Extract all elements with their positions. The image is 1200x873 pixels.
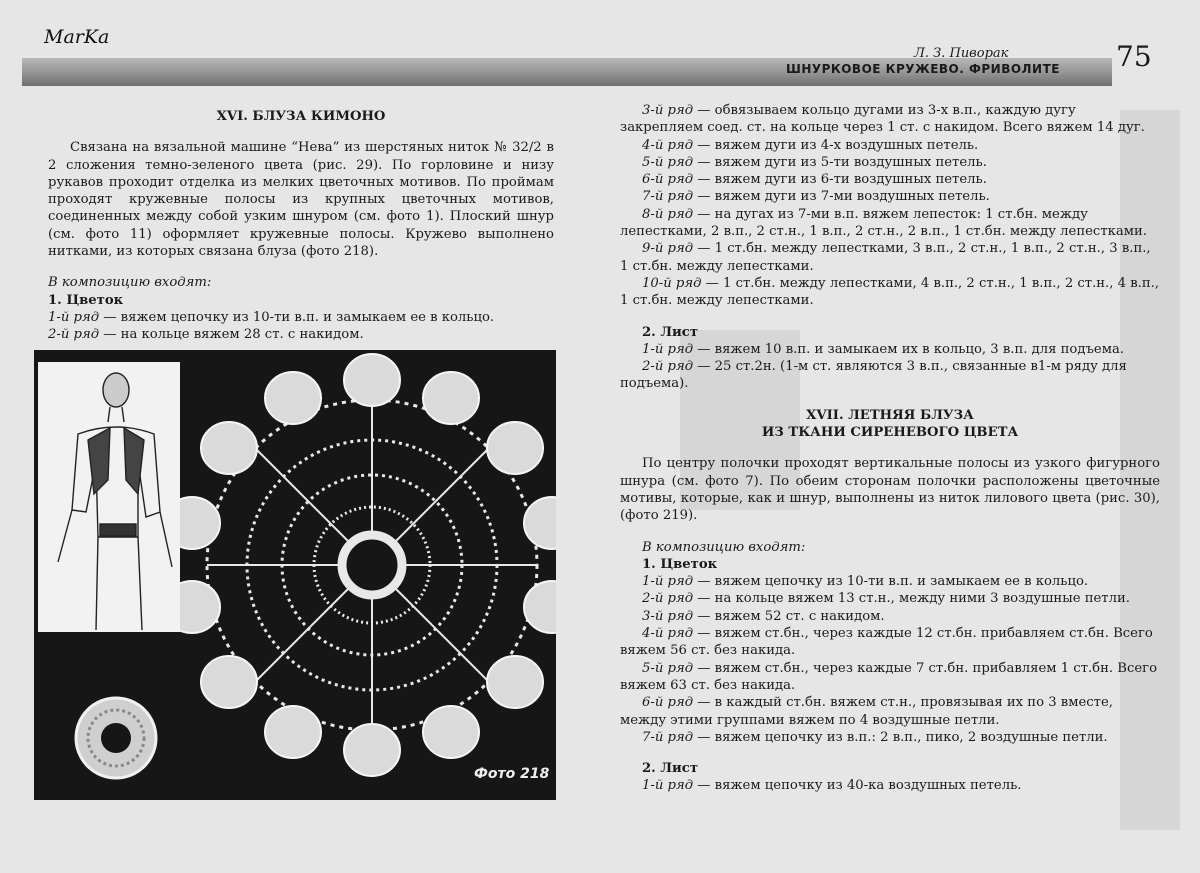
- item-flower-2: 2. Лист: [642, 324, 699, 340]
- row-line: 4-й ряд — вяжем ст.бн., через каждые 12 ст.бн. прибавляем ст.бн. Всего вяжем 56 ст. без накида.: [620, 626, 1153, 659]
- header-book-title: ШНУРКОВОЕ КРУЖЕВО. ФРИВОЛИТЕ: [786, 62, 1060, 76]
- watermark: MarKa: [44, 26, 110, 48]
- row-line: 2-й ряд — на кольце вяжем 28 ст. с накидом.: [48, 327, 364, 343]
- row-line: 9-й ряд — 1 ст.бн. между лепестками, 3 в.п., 2 ст.н., 1 в.п., 2 ст.н., 3 в.п., 1 ст.бн. между лепестками.: [620, 241, 1151, 274]
- row-line: 5-й ряд — вяжем ст.бн., через каждые 7 ст.бн. прибавляем 1 ст.бн. Всего вяжем 63 ст. без накида.: [620, 660, 1158, 693]
- doily-large: [164, 354, 556, 776]
- composition-label: В композицию входят:: [642, 539, 806, 555]
- item-leaf-2: 2. Лист: [642, 761, 699, 777]
- section-title-xvii-line1: XVII. ЛЕТНЯЯ БЛУЗА: [806, 407, 974, 423]
- section-title-xvi: XVI. БЛУЗА КИМОНО: [216, 109, 386, 124]
- row-line: 1-й ряд — вяжем цепочку из 10-ти в.п. и замыкаем ее в кольцо.: [642, 574, 1089, 590]
- composition-label: В композицию входят:: [48, 275, 212, 291]
- row-line: 6-й ряд — вяжем дуги из 6-ти воздушных петель.: [642, 172, 987, 188]
- row-line: 1-й ряд — вяжем цепочку из 40-ка воздушных петель.: [642, 778, 1022, 794]
- row-line: 2-й ряд — на кольце вяжем 13 ст.н., между ними 3 воздушные петли.: [642, 591, 1130, 607]
- left-column: [48, 108, 554, 344]
- row-line: 6-й ряд — в каждый ст.бн. вяжем ст.н., провязывая их по 3 вместе, между этими группами вяжем по 4 воздушные петли.: [620, 695, 1113, 728]
- row-line: 10-й ряд — 1 ст.бн. между лепестками, 4 в.п., 2 ст.н., 1 в.п., 2 ст.н., 4 в.п., 1 ст.бн. между лепестками.: [620, 275, 1160, 309]
- row-line: 7-й ряд — вяжем дуги из 7-ми воздушных петель.: [642, 189, 990, 205]
- doily-small: [76, 698, 156, 778]
- item-flower-1: 1. Цветок: [48, 292, 124, 308]
- page-number: 75: [1116, 40, 1152, 73]
- row-line: 1-й ряд — вяжем 10 в.п. и замыкаем их в кольцо, 3 в.п. для подъема.: [642, 341, 1125, 357]
- row-line: 2-й ряд — 25 ст.2н. (1-м ст. являются 3 в.п., связанные в1-м ряду для подъема).: [620, 359, 1127, 392]
- row-line: 8-й ряд — на дугах из 7-ми в.п. вяжем лепесток: 1 ст.бн. между лепестками, 2 в.п., 2 ст.н., 1 в.п., 2 ст.н., 2 в.п., 1 ст.бн. между лепестками.: [620, 206, 1147, 240]
- fashion-figure-drawing: [38, 362, 180, 632]
- intro-paragraph: Связана на вязальной машине “Нева” из шерстяных ниток № 32/2 в 2 сложения темно-зеленого цвета (рис. 29). По горловине и низу рукавов проходит отделка из мелких цветочных мотивов. По проймам проходят кружевные полосы из крупных цветочных мотивов, соединенных между собой узким шнуром (см. фото 1). Плоский шнур (см. фото 11) оформляет кружевные полосы. Кружево выполнено нитками, из которых связана блуза (фото 218).: [48, 140, 554, 260]
- photo-caption: Фото 218: [474, 766, 550, 782]
- row-line: 7-й ряд — вяжем цепочку из в.п.: 2 в.п., пико, 2 воздушные петли.: [642, 729, 1108, 745]
- blouse-sketch: [38, 362, 180, 632]
- row-line: 3-й ряд — обвязываем кольцо дугами из 3-х в.п., каждую дугу закрепляем соед. ст. на кольце через 1 ст. с накидом. Всего вяжем 14 дуг.: [620, 103, 1145, 136]
- row-line: 3-й ряд — вяжем 52 ст. с накидом.: [642, 608, 885, 624]
- row-line: 5-й ряд — вяжем дуги из 5-ти воздушных петель.: [642, 154, 987, 170]
- item-flower-1: 1. Цветок: [642, 556, 718, 572]
- section-title-xvii-line2: ИЗ ТКАНИ СИРЕНЕВОГО ЦВЕТА: [761, 425, 1019, 441]
- intro-paragraph: По центру полочки проходят вертикальные полосы из узкого фигурного шнура (см. фото 7). По обеим сторонам полочки расположены цветочные мотивы, которые, как и шнур, выполнены из ниток лилового цвета (рис. 30), (фото 219).: [620, 456, 1160, 524]
- header-author: Л. З. Пиворак: [914, 46, 1009, 61]
- right-column: [620, 102, 1160, 795]
- row-line: 1-й ряд — вяжем цепочку из 10-ти в.п. и замыкаем ее в кольцо.: [48, 309, 495, 325]
- row-line: 4-й ряд — вяжем дуги из 4-х воздушных петель.: [642, 137, 979, 153]
